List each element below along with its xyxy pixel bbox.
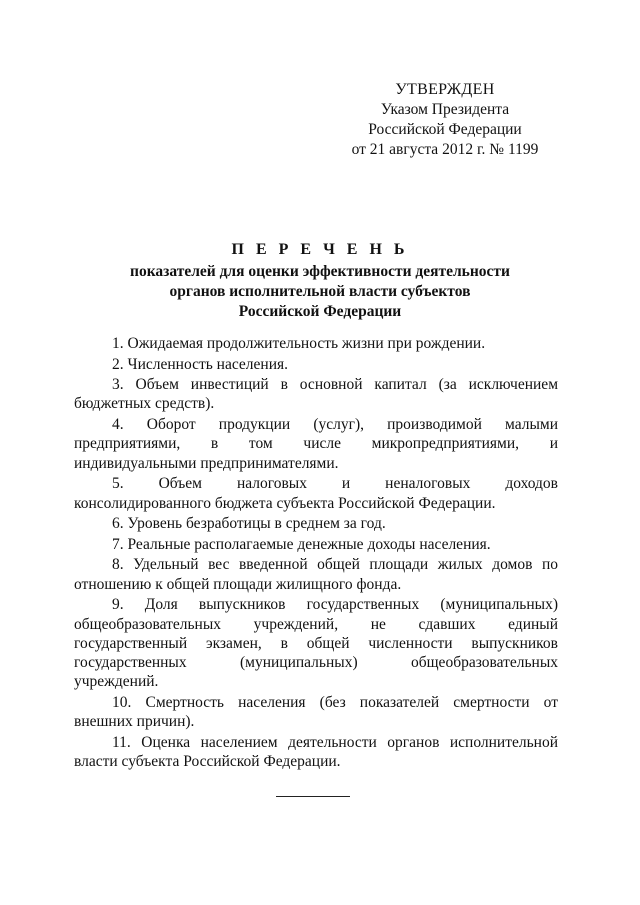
list-item [74,595,558,691]
list-item-line: 5. Объем налоговых и неналоговых доходов [112,475,558,493]
list-item-line: индивидуальными предпринимателями. [74,454,339,472]
list-item-line: 4. Оборот продукции (услуг), производимой малыми [112,416,558,434]
list-item [74,415,558,473]
document-heading [80,240,560,322]
approval-block [330,80,560,160]
list-item-line: государственных (муниципальных) общеобразовательных [74,654,558,672]
list-item [74,693,558,732]
list-item-line: общеобразовательных учреждений, не сдавших единый [74,615,558,633]
list-item-line: 1. Ожидаемая продолжительность жизни при рождении. [112,335,486,352]
list-item-line: 11. Оценка населением деятельности органов исполнительной [112,733,558,751]
list-item-line: отношению к общей площади жилищного фонда. [74,575,402,593]
list-item-line: 9. Доля выпускников государственных (муниципальных) [112,596,558,614]
list-item-line: 10. Смертность населения (без показателей смертности от [112,694,558,712]
heading-subtitle-line-3: Российской Федерации [238,303,402,320]
list-item [74,733,558,772]
list-item-line: 3. Объем инвестиций в основной капитал (за исключением [112,376,558,394]
list-item-line: 8. Удельный вес введенной общей площади жилых домов по [112,556,558,574]
list-item-line: предприятиями, в том числе микропредприятиями, и [74,435,558,453]
approval-stamp: УТВЕРЖДЕН [395,81,495,98]
list-item-line: 7. Реальные располагаемые денежные доходы населения. [112,535,491,553]
list-item-line: внешних причин). [74,713,195,731]
list-item-line: бюджетных средств). [74,395,215,413]
approval-country: Российской Федерации [368,121,522,138]
list-item [74,474,558,513]
list-item [74,375,558,414]
list-item-line: власти субъекта Российской Федерации. [74,753,341,771]
list-item-line: 6. Уровень безработицы в среднем за год. [112,515,386,533]
list-item-line: государственный экзамен, в общей численности выпускников [74,634,558,652]
list-item-line: консолидированного бюджета субъекта Российской Федерации. [74,494,496,512]
heading-subtitle-line-2: органов исполнительной власти субъектов [169,283,471,300]
list-item-line: учреждений. [74,673,159,691]
heading-subtitle-line-1: показателей для оценки эффективности деятельности [130,263,510,280]
list-item [74,355,558,374]
indicator-list [74,334,558,773]
list-item-line: 2. Численность населения. [112,355,289,373]
list-item [74,514,558,533]
list-item [74,334,558,353]
list-item [74,535,558,554]
list-item [74,555,558,594]
end-rule [276,796,350,797]
approval-date-number: от 21 августа 2012 г. № 1199 [351,141,539,158]
document-title: П Е Р Е Ч Е Н Ь [231,241,409,258]
approval-authority: Указом Президента [380,101,510,118]
